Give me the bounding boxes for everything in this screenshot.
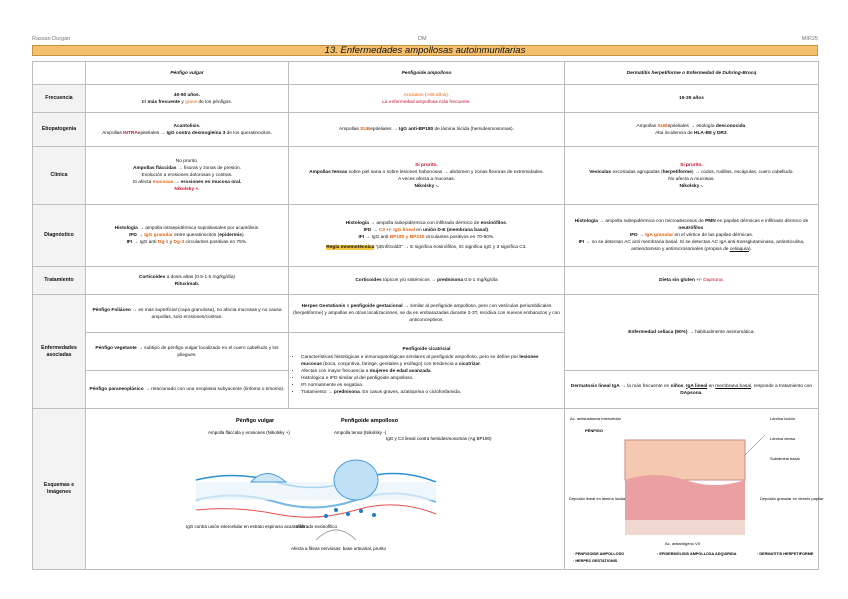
text-line: Ancianos (>60 años).: [403, 92, 450, 98]
cell-diag-pa: [289, 205, 565, 267]
text-line: Histología → ampolla subepidérmica con infiltrado dérmico de eosinófilos.: [345, 221, 508, 226]
text-line: Alta incidencia de HLA-B8 y DR3.: [655, 130, 728, 136]
text-line: Ampollas SUBepiteliales → etiología desconocida.: [636, 123, 747, 129]
label-lamina-lucida: Lámina lúcida: [770, 416, 795, 421]
tense-blister: [334, 460, 378, 500]
course-name: MIR25: [801, 36, 818, 42]
table-row: [33, 409, 819, 570]
label-eosinofilico: Infiltrado eosinofílico: [296, 524, 338, 529]
cell-asoc-pv-3: Pénfigo paraneoplásico → relacionado con una neoplasia subyacente (linfoma o timoma).: [86, 371, 289, 409]
text-line: Nikolsky -.: [414, 183, 439, 189]
cell-clinica-pa: [289, 147, 565, 205]
label-flaccid: Ampolla fláccida y erosiones (Nikolsky +): [208, 430, 290, 435]
cell-asoc-pa-2: [289, 333, 565, 409]
text-line: IFD → C3 +/- IgG lineal en unión D-E (membrana basal).: [363, 228, 490, 233]
comparison-table: [32, 61, 824, 570]
skin-diagram: [86, 410, 565, 568]
epidermis-band: [196, 482, 436, 500]
cell-asoc-pa-1: Herpes Gestationis o penfigoide gestacional → similar al penfigoide ampolloso, pero con vesículas periumbilicales (herpetiforme) y ampollas en otras localizaciones, se da en embarazadas durante 2-3T, recidiva con nuevos embarazos y con anticonceptivos.: [289, 295, 565, 333]
row-label-etiopatogenia: Etiopatogenia: [33, 113, 86, 147]
text-line: IFD → IgG granular entre queratinocitos (epidermis).: [129, 233, 245, 238]
text-line: 40-50 años.: [173, 92, 201, 98]
cell-trat-pv: [86, 267, 289, 295]
row-label-clinica: Clínica: [33, 147, 86, 205]
label-eaa: · EPIDERMÓLISIS AMPOLLOSA ADQUIRIDA: [657, 552, 737, 556]
cell-etio-pv: [86, 113, 289, 147]
text-line: Si afecta mucosas → erosiones en mucosa oral.: [132, 180, 242, 185]
text-line: Ampollas fláccidas → fisuras y zonas de presión.: [133, 166, 241, 171]
label-lamina-densa: Lámina densa: [770, 436, 796, 441]
label-deposito-granular: Depósito granular en dermis papilar: [760, 496, 824, 501]
eosinophil-dots: [324, 508, 376, 518]
row-label-frecuencia: Frecuencia: [33, 85, 86, 113]
label-dh: · DERMATITIS HERPETIFORME: [757, 552, 814, 556]
sublamina-block: [625, 520, 745, 535]
label-pa: · PENFIGOIDE AMPOLLOSO: [573, 552, 625, 556]
table-row: [33, 113, 819, 147]
epidermis-block: [625, 440, 745, 480]
label-tense: Ampolla tensa (Nikolsky -): [334, 430, 387, 435]
pointer-line: [745, 435, 765, 455]
label-ac-intercelular: Ac. antisustancia intercelular: [570, 416, 621, 421]
text-line: IFI → IgG anti Dg-1 y Dg-3 circulantes positivas en 75%.: [126, 240, 248, 245]
list-item: • Afectan con mayor frecuencia a mujeres de edad avanzada.: [301, 368, 560, 375]
col-header-penfigoide-ampolloso: Penfigoide ampolloso: [289, 62, 565, 85]
text-line: Evolución a erosiones dolorosas y costras.: [141, 173, 233, 178]
text-line: Regla mnemotécnica "pEnfiGold3" → E significa eosinófilos, IG significa IgG y 3 significa C3.: [326, 245, 527, 250]
label-ac-antigeno: Ac. antiantígeno VII: [665, 541, 700, 546]
text-line: Corticoides a dosis altas (0.5-1.5 mg/kg/día): [138, 274, 236, 280]
label-nervios: Afecta a fibras nerviosas: base urticarial, prurito: [291, 546, 387, 551]
text-line: Penfigoide cicatricial: [402, 346, 451, 352]
cell-clinica-dh: [565, 147, 819, 205]
text-line: Nikolsky -.: [679, 183, 704, 189]
text-line: IFI → no se detectan AC anti membrana basal. Sí se detectan AC IgA anti-transglutaminasa, antireticulina, antiendomisio y antimicrosomales (propios de celiaquía).: [578, 240, 805, 252]
col-header-penfigo-vulgar: Pénfigo vulgar: [86, 62, 289, 85]
dermis-block: [625, 475, 745, 520]
text-line: Vesículas excoriadas agrupadas (herpetiforme) → codos, rodillas, escápulas, cuero cabelludo.: [589, 169, 794, 175]
text-line: Rituximab.: [174, 281, 200, 287]
nerve-fiber: [316, 530, 356, 540]
text-line: IFI → IgG anti BP180 y BP230 circulantes positivos en 70-80%.: [358, 235, 495, 240]
table-row: [33, 205, 819, 267]
label-penfigo-vulgar: Pénfigo vulgar: [236, 418, 275, 424]
list-item: • Características histológicas e inmunopatológicas similares al penfigoide ampolloso, pero se define por lesiones mucosas (boca, conjuntiva, faringe, genitales y esófago) con tendencia a cicatrizar.: [301, 354, 560, 368]
row-label-tratamiento: Tratamiento: [33, 267, 86, 295]
header-row: [33, 62, 819, 85]
flaccid-blister: [251, 474, 286, 483]
text-line: No afecta a mucosas.: [668, 176, 715, 182]
text-line: Sí prurito.: [415, 162, 438, 168]
author-name: Rassan Durgan: [32, 36, 71, 42]
cell-diag-pv: [86, 205, 289, 267]
text-line: Acantolisis.: [173, 123, 201, 129]
cell-frecuencia-dh: 15-35 años: [565, 85, 819, 113]
corner-cell: [33, 62, 86, 85]
text-line: A veces afecta a mucosas.: [397, 176, 456, 182]
diagram-cell-skin: [86, 409, 565, 570]
col-header-dermatitis-herpetiforme: Dermatitis herpetiforme o Enfermedad de Duhring-Brocq: [565, 62, 819, 85]
text-line: Nikolsky +.: [174, 187, 200, 192]
cell-diag-dh: [565, 205, 819, 267]
row-label-diagnostico: Diagnóstico: [33, 205, 86, 267]
cell-frecuencia-pv: [86, 85, 289, 113]
text-line: La enfermedad ampollosa más frecuente.: [382, 99, 471, 105]
label-hg: · HERPES GESTATIONIS: [573, 559, 618, 563]
layers-diagram: [565, 410, 824, 568]
list-item: • Histológica e IFD similar al del penfigoide ampolloso.: [301, 375, 560, 382]
label-sublamina: Sublámina basal: [770, 456, 800, 461]
table-row: [33, 85, 819, 113]
text-line: El más frecuente y grave de los pénfigos.: [141, 99, 233, 105]
cell-asoc-dh-1: Enfermedad celíaca (90%) → habitualmente asintomática.: [565, 295, 819, 371]
table-row: [33, 147, 819, 205]
page-title: 13. Enfermedades ampollosas autoinmunitarias: [32, 45, 818, 56]
cell-clinica-pv: [86, 147, 289, 205]
text-line: Histología → ampolla subepidérmica con microabscesos de PMN en papilas dérmicas e infiltrado dérmico de neutrófilos.: [574, 219, 809, 231]
text-line: Ampollas INTRAepiteliales → IgG contra desmogleína 3 de los queratinocitos.: [102, 130, 272, 136]
row-label-esquemas: Esquemas e Imágenes: [33, 409, 86, 570]
list-item: • IFI normalmente es negativa.: [301, 382, 560, 389]
cell-asoc-pv-1: Pénfigo Foliáceo → es más superficial (capa granulosa), no afecta mucosas y no causa ampollas, solo erosiones/costras.: [86, 295, 289, 333]
text-line: No prurito.: [175, 159, 199, 164]
label-igg-c3: IgG y C3 lineal contra hemidesmosomas (Ag BP180): [386, 436, 492, 441]
text-line: Histología → ampolla intraepidérmica suprabasales por acantólisis.: [114, 226, 260, 231]
cell-trat-pa: Corticoides tópicos y/o sistémicos → prednisona 0.5-1 mg/kg/día: [289, 267, 565, 295]
text-line: Sí prurito.: [680, 162, 703, 168]
cell-etio-dh: [565, 113, 819, 147]
cell-trat-dh: Dieta sin gluten +/- Dapsona.: [565, 267, 819, 295]
list-item: • Tratamiento → prednisona. En casos graves, azatioprina o ciclofosfamida.: [301, 389, 560, 396]
cell-etio-pa: Ampollas SUBepiteliales → IgG anti-BP180 de lámina lúcida (hemidesmosomas).: [289, 113, 565, 147]
text-line: IFD → IgA granular en el vértice de las papilas dérmicas.: [629, 233, 754, 238]
diagram-cell-layers: [565, 409, 824, 570]
label-penfigoide-ampolloso: Penfigoide ampolloso: [341, 418, 399, 424]
mnemonic-highlight: Regla mnemotécnica: [326, 245, 375, 250]
cell-frecuencia-pa: [289, 85, 565, 113]
row-label-enfermedades-asociadas: Enfermedades asociadas: [33, 295, 86, 409]
table-row: [33, 295, 819, 333]
subject-name: DM: [418, 36, 427, 42]
label-deposito-lineal: Depósito lineal en lámina lúcida: [569, 496, 626, 501]
bullet-list: [293, 354, 560, 396]
label-penfigo: PÉNFIGO: [585, 428, 604, 433]
cell-asoc-dh-2: Dermatosis lineal IgA → la más frecuente en niños, IgA lineal en membrana basal, responde a tratamiento con DApsona.: [565, 371, 819, 409]
cell-asoc-pv-2: Pénfigo vegetante → subtipo de pénfigo vulgar localizado en el cuero cabelludo y los pliegues.: [86, 333, 289, 371]
table-row: [33, 267, 819, 295]
label-igg-intercelular: IgG contra unión intercelular en estrato espinoso acantolisis: [186, 524, 306, 529]
text-line: Ampollas tensas sobre piel sana o sobre lesiones habonosas → abdomen y zonas flexoras de extremidades.: [309, 169, 544, 175]
